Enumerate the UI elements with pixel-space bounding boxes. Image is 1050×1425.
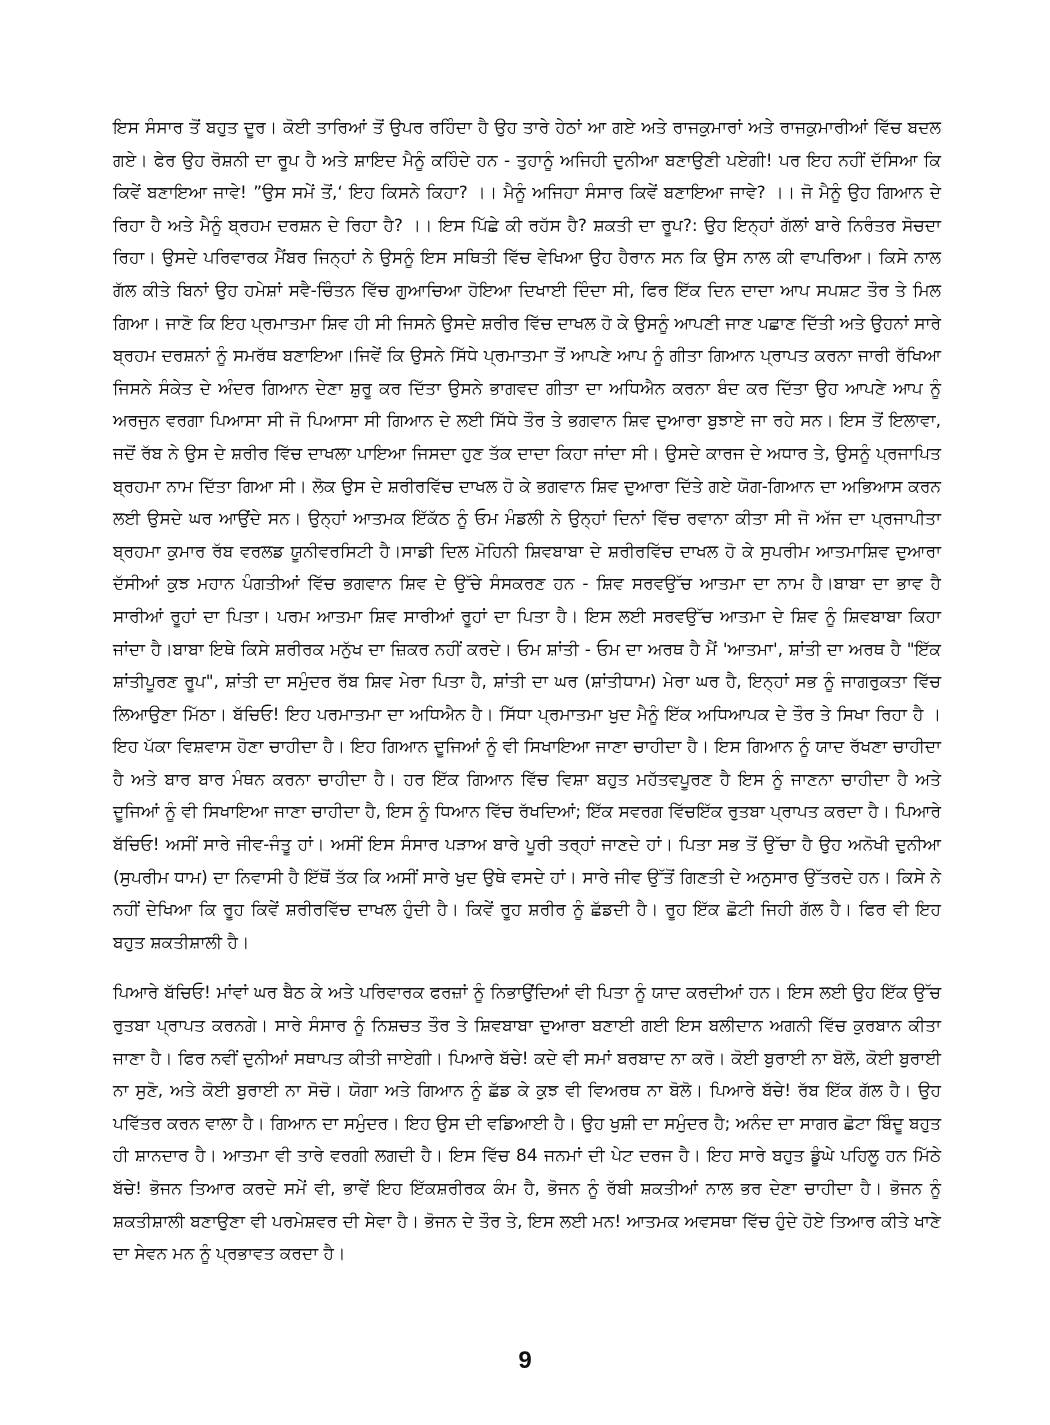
paragraph-2: ਪਿਆਰੇ ਬੱਚਿਓ! ਮਾਂਵਾਂ ਘਰ ਬੈਠ ਕੇ ਅਤੇ ਪਰਿਵਾਰਕ ਫਰਜ਼ਾਂ ਨੂੰ ਨਿਭਾਉਂਦਿਆਂ ਵੀ ਪਿਤਾ ਨੂੰ ਯਾਦ ਕਰਦੀਆਂ ਹਨ। ਇਸ ਲਈ ਉਹ ਇੱਕ ਉੱਚ ਰੁਤਬਾ ਪ੍ਰਾਪਤ ਕਰਨਗੇ। ਸਾਰੇ ਸੰਸਾਰ ਨੂੰ ਨਿਸ਼ਚਤ ਤੌਰ ਤੇ ਸ਼ਿਵਬਾਬਾ ਦੁਆਰਾ ਬਣਾਈ ਗਈ ਇਸ ਬਲੀਦਾਨ ਅਗਨੀ ਵਿੱਚ ਕੁਰਬਾਨ ਕੀਤਾ ਜਾਣਾ ਹੈ। ਫਿਰ ਨਵੀਂ ਦੁਨੀਆਂ ਸਥਾਪਤ ਕੀਤੀ ਜਾਏਗੀ। ਪਿਆਰੇ ਬੱਚੇ! ਕਦੇ ਵੀ ਸਮਾਂ ਬਰਬਾਦ ਨਾ ਕਰੋ। ਕੋਈ ਬੁਰਾਈ ਨਾ ਬੋਲੋ, ਕੋਈ ਬੁਰਾਈ ਨਾ ਸੁਣੋ, ਅਤੇ ਕੋਈ ਬੁਰਾਈ ਨਾ ਸੋਚੋ। ਯੋਗਾ ਅਤੇ ਗਿਆਨ ਨੂੰ ਛੱਡ ਕੇ ਕੁਝ ਵੀ ਵਿਅਰਥ ਨਾ ਬੋਲੋ। ਪਿਆਰੇ ਬੱਚੇ! ਰੱਬ ਇੱਕ ਗੱਲ ਹੈ। ਉਹ ਪਵਿੱਤਰ ਕਰਨ ਵਾਲਾ ਹੈ। ਗਿਆਨ ਦਾ ਸਮੁੰਦਰ। ਇਹ ਉਸ ਦੀ ਵਡਿਆਈ ਹੈ। ਉਹ ਖੁਸ਼ੀ ਦਾ ਸਮੁੰਦਰ ਹੈ; ਅਨੰਦ ਦਾ ਸਾਗਰ ਛੋਟਾ ਬਿੰਦੂ ਬਹੁਤ ਹੀ ਸ਼ਾਨਦਾਰ ਹੈ। ਆਤਮਾ ਵੀ ਤਾਰੇ ਵਰਗੀ ਲਗਦੀ ਹੈ। ਇਸ ਵਿੱਚ 84 ਜਨਮਾਂ ਦੀ ਪੇਟ ਦਰਜ ਹੈ। ਇਹ ਸਾਰੇ ਬਹੁਤ ਡੂੰਘੇ ਪਹਿਲੂ ਹਨ ਮਿੱਠੇ ਬੱਚੇ! ਭੋਜਨ ਤਿਆਰ ਕਰਦੇ ਸਮੇਂ ਵੀ, ਭਾਵੇਂ ਇਹ ਇੱਕਸ਼ਰੀਰਕ ਕੰਮ ਹੈ, ਭੋਜਨ ਨੂੰ ਰੱਬੀ ਸ਼ਕਤੀਆਂ ਨਾਲ ਭਰ ਦੇਣਾ ਚਾਹੀਦਾ ਹੈ। ਭੋਜਨ ਨੂੰ ਸ਼ਕਤੀਸ਼ਾਲੀ ਬਣਾਉਣਾ ਵੀ ਪਰਮੇਸ਼ਵਰ ਦੀ ਸੇਵਾ ਹੈ। ਭੋਜਨ ਦੇ ਤੌਰ ਤੇ, ਇਸ ਲਈ ਮਨ! ਆਤਮਕ ਅਵਸਥਾ ਵਿੱਚ ਹੁੰਦੇ ਹੋਏ ਤਿਆਰ ਕੀਤੇ ਖਾਣੇ ਦਾ ਸੇਵਨ ਮਨ ਨੂੰ ਪ੍ਰਭਾਵਤ ਕਰਦਾ ਹੈ।: [113, 983, 941, 1265]
page-number: 9: [518, 1347, 532, 1374]
paragraph-1: ਇਸ ਸੰਸਾਰ ਤੋਂ ਬਹੁਤ ਦੂਰ। ਕੋਈ ਤਾਰਿਆਂ ਤੋਂ ਉਪਰ ਰਹਿੰਦਾ ਹੈ ਉਹ ਤਾਰੇ ਹੇਠਾਂ ਆ ਗਏ ਅਤੇ ਰਾਜਕੁਮਾਰਾਂ ਅਤੇ ਰਾਜਕੁਮਾਰੀਆਂ ਵਿੱਚ ਬਦਲ ਗਏ। ਫੇਰ ਉਹ ਰੋਸ਼ਨੀ ਦਾ ਰੂਪ ਹੈ ਅਤੇ ਸ਼ਾਇਦ ਮੈਨੂੰ ਕਹਿੰਦੇ ਹਨ - ਤੁਹਾਨੂੰ ਅਜਿਹੀ ਦੁਨੀਆ ਬਣਾਉਣੀ ਪਏਗੀ! ਪਰ ਇਹ ਨਹੀਂ ਦੱਸਿਆ ਕਿ ਕਿਵੇਂ ਬਣਾਇਆ ਜਾਵੇ! ”ਉਸ ਸਮੇਂ ਤੋਂ,‘ ਇਹ ਕਿਸਨੇ ਕਿਹਾ? ।। ਮੈਨੂੰ ਅਜਿਹਾ ਸੰਸਾਰ ਕਿਵੇਂ ਬਣਾਇਆ ਜਾਵੇ? ।। ਜੋ ਮੈਨੂੰ ਉਹ ਗਿਆਨ ਦੇ ਰਿਹਾ ਹੈ ਅਤੇ ਮੈਨੂੰ ਬ੍ਰਹਮ ਦਰਸ਼ਨ ਦੇ ਰਿਹਾ ਹੈ? ।। ਇਸ ਪਿੱਛੇ ਕੀ ਰਹੱਸ ਹੈ? ਸ਼ਕਤੀ ਦਾ ਰੂਪ?: ਉਹ ਇਨ੍ਹਾਂ ਗੱਲਾਂ ਬਾਰੇ ਨਿਰੰਤਰ ਸੋਚਦਾ ਰਿਹਾ। ਉਸਦੇ ਪਰਿਵਾਰਕ ਮੈਂਬਰ ਜਿਨ੍ਹਾਂ ਨੇ ਉਸਨੂੰ ਇਸ ਸਥਿਤੀ ਵਿੱਚ ਵੇਖਿਆ ਉਹ ਹੈਰਾਨ ਸਨ ਕਿ ਉਸ ਨਾਲ ਕੀ ਵਾਪਰਿਆ। ਕਿਸੇ ਨਾਲ ਗੱਲ ਕੀਤੇ ਬਿਨਾਂ ਉਹ ਹਮੇਸ਼ਾਂ ਸਵੈ-ਚਿੰਤਨ ਵਿੱਚ ਗੁਆਚਿਆ ਹੋਇਆ ਦਿਖਾਈ ਦਿੰਦਾ ਸੀ, ਫਿਰ ਇੱਕ ਦਿਨ ਦਾਦਾ ਆਪ ਸਪਸ਼ਟ ਤੌਰ ਤੇ ਮਿਲ ਗਿਆ। ਜਾਣੋ ਕਿ ਇਹ ਪ੍ਰਮਾਤਮਾ ਸ਼ਿਵ ਹੀ ਸੀ ਜਿਸਨੇ ਉਸਦੇ ਸ਼ਰੀਰ ਵਿੱਚ ਦਾਖਲ ਹੋ ਕੇ ਉਸਨੂੰ ਆਪਣੀ ਜਾਣ ਪਛਾਣ ਦਿੱਤੀ ਅਤੇ ਉਹਨਾਂ ਸਾਰੇ ਬ੍ਰਹਮ ਦਰਸ਼ਨਾਂ ਨੂੰ ਸਮਰੱਥ ਬਣਾਇਆ।ਜਿਵੇਂ ਕਿ ਉਸਨੇ ਸਿੱਧੇ ਪ੍ਰਮਾਤਮਾ ਤੋਂ ਆਪਣੇ ਆਪ ਨੂੰ ਗੀਤਾ ਗਿਆਨ ਪ੍ਰਾਪਤ ਕਰਨਾ ਜਾਰੀ ਰੱਖਿਆ ਜਿਸਨੇ ਸੰਕੇਤ ਦੇ ਅੰਦਰ ਗਿਆਨ ਦੇਣਾ ਸ਼ੁਰੂ ਕਰ ਦਿੱਤਾ ਉਸਨੇ ਭਾਗਵਦ ਗੀਤਾ ਦਾ ਅਧਿਐਨ ਕਰਨਾ ਬੰਦ ਕਰ ਦਿੱਤਾ ਉਹ ਆਪਣੇ ਆਪ ਨੂੰ ਅਰਜੁਨ ਵਰਗਾ ਪਿਆਸਾ ਸੀ ਜੋ ਪਿਆਸਾ ਸੀ ਗਿਆਨ ਦੇ ਲਈ ਸਿੱਧੇ ਤੌਰ ਤੇ ਭਗਵਾਨ ਸ਼ਿਵ ਦੁਆਰਾ ਬੁਝਾਏ ਜਾ ਰਹੇ ਸਨ। ਇਸ ਤੋਂ ਇਲਾਵਾ, ਜਦੋਂ ਰੱਬ ਨੇ ਉਸ ਦੇ ਸ਼ਰੀਰ ਵਿੱਚ ਦਾਖਲਾ ਪਾਇਆ ਜਿਸਦਾ ਹੁਣ ਤੱਕ ਦਾਦਾ ਕਿਹਾ ਜਾਂਦਾ ਸੀ। ਉਸਦੇ ਕਾਰਜ ਦੇ ਅਧਾਰ ਤੇ, ਉਸਨੂੰ ਪ੍ਰਜਾਪਿਤ ਬ੍ਰਹਮਾ ਨਾਮ ਦਿੱਤਾ ਗਿਆ ਸੀ। ਲੋਕ ਉਸ ਦੇ ਸ਼ਰੀਰਵਿੱਚ ਦਾਖਲ ਹੋ ਕੇ ਭਗਵਾਨ ਸ਼ਿਵ ਦੁਆਰਾ ਦਿੱਤੇ ਗਏ ਯੋਗ-ਗਿਆਨ ਦਾ ਅਭਿਆਸ ਕਰਨ ਲਈ ਉਸਦੇ ਘਰ ਆਉਂਦੇ ਸਨ। ਉਨ੍ਹਾਂ ਆਤਮਕ ਇੱਕੱਠ ਨੂੰ ਓਮ ਮੰਡਲੀ ਨੇ ਉਨ੍ਹਾਂ ਦਿਨਾਂ ਵਿੱਚ ਰਵਾਨਾ ਕੀਤਾ ਸੀ ਜੋ ਅੱਜ ਦਾ ਪ੍ਰਜਾਪੀਤਾ ਬ੍ਰਹਮਾ ਕੁਮਾਰ ਰੱਬ ਵਰਲਡ ਯੂਨੀਵਰਸਿਟੀ ਹੈ।ਸਾਡੀ ਦਿਲ ਮੋਹਿਨੀ ਸ਼ਿਵਬਾਬਾ ਦੇ ਸ਼ਰੀਰਵਿੱਚ ਦਾਖਲ ਹੋ ਕੇ ਸੁਪਰੀਮ ਆਤਮਾਸ਼ਿਵ ਦੁਆਰਾ ਦੱਸੀਆਂ ਕੁਝ ਮਹਾਨ ਪੰਗਤੀਆਂ ਵਿੱਚ ਭਗਵਾਨ ਸ਼ਿਵ ਦੇ ਉੱਚੇ ਸੰਸਕਰਣ ਹਨ - ਸ਼ਿਵ ਸਰਵਉੱਚ ਆਤਮਾ ਦਾ ਨਾਮ ਹੈ।ਬਾਬਾ ਦਾ ਭਾਵ ਹੈ ਸਾਰੀਆਂ ਰੂਹਾਂ ਦਾ ਪਿਤਾ। ਪਰਮ ਆਤਮਾ ਸ਼ਿਵ ਸਾਰੀਆਂ ਰੂਹਾਂ ਦਾ ਪਿਤਾ ਹੈ। ਇਸ ਲਈ ਸਰਵਉੱਚ ਆਤਮਾ ਦੇ ਸ਼ਿਵ ਨੂੰ ਸ਼ਿਵਬਾਬਾ ਕਿਹਾ ਜਾਂਦਾ ਹੈ।ਬਾਬਾ ਇਥੇ ਕਿਸੇ ਸ਼ਰੀਰਕ ਮਨੁੱਖ ਦਾ ਜ਼ਿਕਰ ਨਹੀਂ ਕਰਦੇ। ਓਮ ਸ਼ਾਂਤੀ - ਓਮ ਦਾ ਅਰਥ ਹੈ ਮੈਂ 'ਆਤਮਾ', ਸ਼ਾਂਤੀ ਦਾ ਅਰਥ ਹੈ "ਇੱਕ ਸ਼ਾਂਤੀਪੂਰਣ ਰੂਪ", ਸ਼ਾਂਤੀ ਦਾ ਸਮੁੰਦਰ ਰੱਬ ਸ਼ਿਵ ਮੇਰਾ ਪਿਤਾ ਹੈ, ਸ਼ਾਂਤੀ ਦਾ ਘਰ (ਸ਼ਾਂਤੀਧਾਮ) ਮੇਰਾ ਘਰ ਹੈ, ਇਨ੍ਹਾਂ ਸਭ ਨੂੰ ਜਾਗਰੁਕਤਾ ਵਿੱਚ ਲਿਆਉਣਾ ਮਿੱਠਾ। ਬੱਚਿਓ! ਇਹ ਪਰਮਾਤਮਾ ਦਾ ਅਧਿਐਨ ਹੈ। ਸਿੱਧਾ ਪ੍ਰਮਾਤਮਾ ਖੁਦ ਮੈਨੂੰ ਇੱਕ ਅਧਿਆਪਕ ਦੇ ਤੌਰ ਤੇ ਸਿਖਾ ਰਿਹਾ ਹੈ । ਇਹ ਪੱਕਾ ਵਿਸ਼ਵਾਸ ਹੋਣਾ ਚਾਹੀਦਾ ਹੈ। ਇਹ ਗਿਆਨ ਦੂਜਿਆਂ ਨੂੰ ਵੀ ਸਿਖਾਇਆ ਜਾਣਾ ਚਾਹੀਦਾ ਹੈ। ਇਸ ਗਿਆਨ ਨੂੰ ਯਾਦ ਰੱਖਣਾ ਚਾਹੀਦਾ ਹੈ ਅਤੇ ਬਾਰ ਬਾਰ ਮੰਥਨ ਕਰਨਾ ਚਾਹੀਦਾ ਹੈ। ਹਰ ਇੱਕ ਗਿਆਨ ਵਿੱਚ ਵਿਸ਼ਾ ਬਹੁਤ ਮਹੱਤਵਪੂਰਣ ਹੈ ਇਸ ਨੂੰ ਜਾਣਨਾ ਚਾਹੀਦਾ ਹੈ ਅਤੇ ਦੂਜਿਆਂ ਨੂੰ ਵੀ ਸਿਖਾਇਆ ਜਾਣਾ ਚਾਹੀਦਾ ਹੈ, ਇਸ ਨੂੰ ਧਿਆਨ ਵਿੱਚ ਰੱਖਦਿਆਂ; ਇੱਕ ਸਵਰਗ ਵਿੱਚਇੱਕ ਰੁਤਬਾ ਪ੍ਰਾਪਤ ਕਰਦਾ ਹੈ। ਪਿਆਰੇ ਬੱਚਿਓ! ਅਸੀਂ ਸਾਰੇ ਜੀਵ-ਜੰਤੂ ਹਾਂ। ਅਸੀਂ ਇਸ ਸੰਸਾਰ ਪੜਾਅ ਬਾਰੇ ਪੂਰੀ ਤਰ੍ਹਾਂ ਜਾਣਦੇ ਹਾਂ। ਪਿਤਾ ਸਭ ਤੋਂ ਉੱਚਾ ਹੈ ਉਹ ਅਨੋਖੀ ਦੁਨੀਆ (ਸੁਪਰੀਮ ਧਾਮ) ਦਾ ਨਿਵਾਸੀ ਹੈ ਇੱਥੋਂ ਤੱਕ ਕਿ ਅਸੀਂ ਸਾਰੇ ਖੁਦ ਉਥੇ ਵਸਦੇ ਹਾਂ। ਸਾਰੇ ਜੀਵ ਉੱਤੋਂ ਗਿਣਤੀ ਦੇ ਅਨੁਸਾਰ ਉੱਤਰਦੇ ਹਨ। ਕਿਸੇ ਨੇ ਨਹੀਂ ਦੇਖਿਆ ਕਿ ਰੂਹ ਕਿਵੇਂ ਸ਼ਰੀਰਵਿੱਚ ਦਾਖਲ ਹੁੰਦੀ ਹੈ। ਕਿਵੇਂ ਰੂਹ ਸ਼ਰੀਰ ਨੂੰ ਛੱਡਦੀ ਹੈ। ਰੂਹ ਇੱਕ ਛੋਟੀ ਜਿਹੀ ਗੱਲ ਹੈ। ਫਿਰ ਵੀ ਇਹ ਬਹੁਤ ਸ਼ਕਤੀਸ਼ਾਲੀ ਹੈ।: [113, 118, 941, 953]
body-text: [113, 112, 941, 1271]
